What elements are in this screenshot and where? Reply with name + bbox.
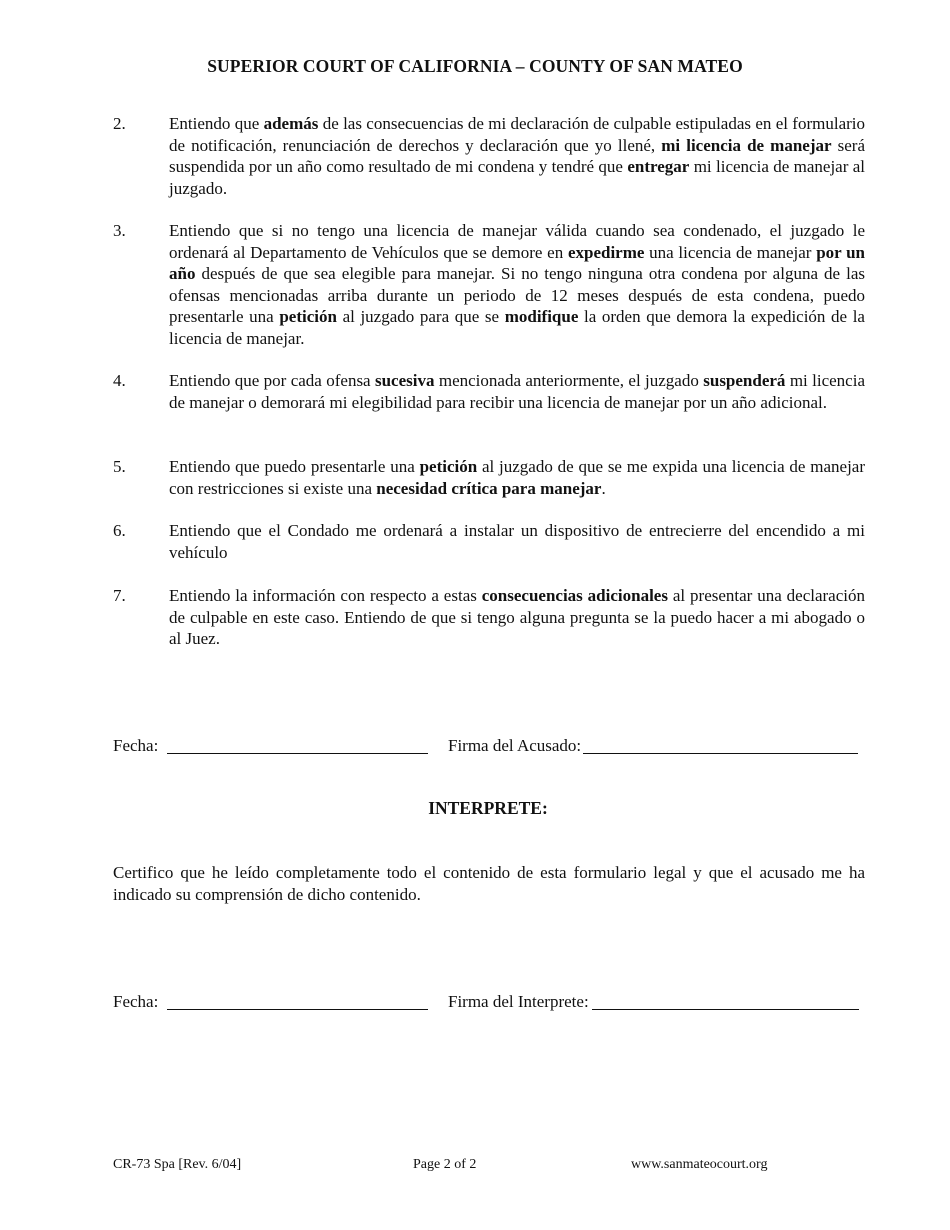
body-text: la orden que demora la expedición de la licencia de manejar. [169,307,865,348]
list-item-7 [113,585,865,650]
item-number: 3. [113,221,126,240]
emphasis-text: entregar [627,157,690,176]
item-text [169,456,865,499]
date-field[interactable] [167,991,428,1010]
item-number: 2. [113,114,126,133]
item-text [169,220,865,349]
body-text: será suspendida por un año como resultado de mi condena y tendré que [169,135,866,176]
item-number: 4. [113,371,126,390]
list-item-4 [113,370,865,413]
signature-label: Firma del Interprete: [448,992,589,1011]
body-text: mi licencia de manejar al juzgado. [169,157,866,198]
list-item-3 [113,220,865,349]
emphasis-text: modifique [504,307,579,326]
body-text: Entiendo que puedo presentarle una [169,457,420,476]
date-label: Fecha: [113,992,159,1011]
emphasis-text: expedirme [567,242,645,262]
emphasis-text: petición [279,307,337,326]
body-text: . [601,478,606,498]
emphasis-text: consecuencias adicionales [481,586,668,605]
emphasis-text: petición [419,457,478,476]
body-text: Entiendo que [169,114,264,133]
list-item-2 [113,113,865,199]
body-text: al presentar una declaración de culpable en este caso. Entiendo de que si tengo alguna pregunta se la puedo hacer a mi abogado o al Juez. [169,586,865,648]
emphasis-text: por un año [169,242,866,283]
website-link[interactable]: www.sanmateocourt.org [631,1157,768,1172]
body-text: Entiendo que si no tengo una licencia de manejar válida cuando sea condenado, el juzgado le ordenará al Departamento de Vehículos que se demore en [169,221,865,262]
item-text [169,113,865,199]
emphasis-text: además [263,114,319,133]
interpreter-certification: Certifico que he leído completamente todo el contenido de esta formulario legal y que el acusado me ha indicado su comprensión de dicho contenido. [113,863,865,904]
body-text: Entiendo la información con respecto a estas [169,586,482,605]
list-item-5 [113,456,865,499]
body-text: mencionada anteriormente, el juzgado [434,371,704,390]
body-text: al juzgado de que se me expida una licencia de manejar con restricciones si existe una [169,457,866,498]
item-number: 6. [113,521,126,540]
date-field[interactable] [167,735,428,754]
emphasis-text: sucesiva [374,371,435,390]
emphasis-text: suspenderá [703,371,786,390]
emphasis-text: mi licencia de manejar [661,135,832,155]
signature-label: Firma del Acusado: [448,736,582,755]
body-text: al juzgado para que se [336,307,505,326]
item-text [169,585,865,650]
body-text: Entiendo que el Condado me ordenará a instalar un dispositivo de entrecierre del encendido a mi vehículo [169,521,865,562]
page-number: Page 2 of 2 [413,1157,477,1172]
item-text [169,370,865,413]
date-label: Fecha: [113,736,159,755]
court-header: SUPERIOR COURT OF CALIFORNIA – COUNTY OF SAN MATEO [207,56,743,76]
interpreter-signature-field[interactable] [592,991,859,1010]
list-item-6 [113,520,865,563]
item-text [169,520,865,563]
form-id: CR-73 Spa [Rev. 6/04] [113,1157,242,1172]
body-text: después de que sea elegible para manejar. Si no tengo ninguna otra condena por alguna de las ofensas mencionadas arriba durante un periodo de 12 meses después de esta condena, puedo presentarle una [169,264,865,326]
body-text: de las consecuencias de mi declaración de culpable estipuladas en el formulario de notificación, renunciación de derechos y declaración que yo llené, [169,114,865,155]
item-number: 5. [113,457,126,476]
body-text: una licencia de manejar [644,242,817,262]
emphasis-text: necesidad crítica para manejar [376,478,602,498]
body-text: Entiendo que por cada ofensa [169,371,375,390]
interpreter-title: INTERPRETE: [428,798,548,818]
item-number: 7. [113,586,126,605]
defendant-signature-field[interactable] [583,735,858,754]
body-text: mi licencia de manejar o demorará mi elegibilidad para recibir una licencia de manejar por un año adicional. [169,371,865,412]
